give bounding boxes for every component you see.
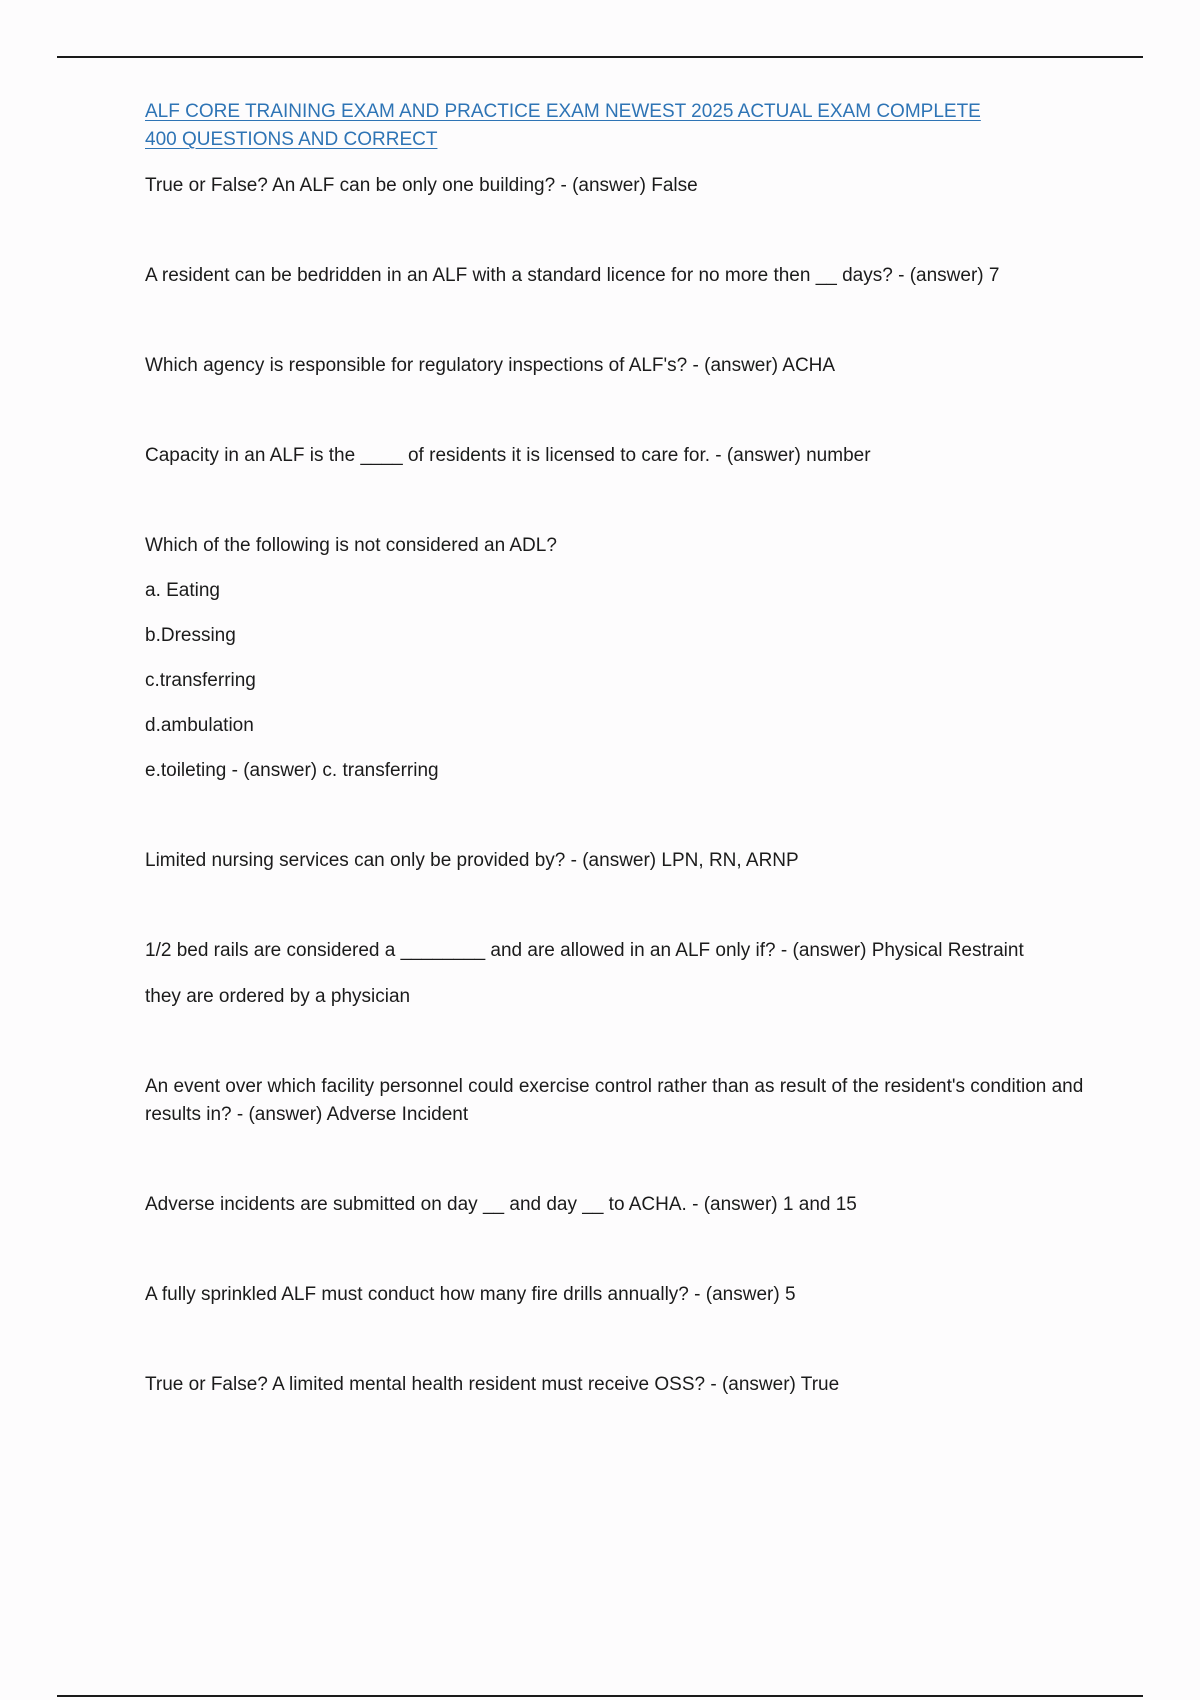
qa-item-6 (145, 847, 1105, 875)
question-text: A resident can be bedridden in an ALF with a standard licence for no more then __ days? - (145, 265, 905, 286)
answer-continued: they are ordered by a physician (145, 986, 411, 1007)
qa-item-3 (145, 352, 1105, 380)
answer-text: 7 (988, 265, 1000, 286)
qa-item-1 (145, 172, 1105, 200)
question-text: An event over which facility personnel could exercise control rather than as result of the resident's condition and results in? - (145, 1076, 1084, 1125)
document-body (145, 98, 1105, 1399)
question-text: True or False? An ALF can be only one building? - (145, 175, 567, 196)
qa-item-4 (145, 442, 1105, 470)
option-e-with-answer (145, 757, 1105, 785)
qa-item-2 (145, 262, 1105, 290)
question-text: A fully sprinkled ALF must conduct how many fire drills annually? - (145, 1284, 701, 1305)
question-text: Which of the following is not considered an ADL? (145, 535, 557, 556)
option-c: c.transferring (145, 670, 256, 691)
option-a: a. Eating (145, 580, 220, 601)
answer-label: (answer) (705, 1284, 780, 1305)
option-b: b.Dressing (145, 625, 236, 646)
answer-text: False (651, 175, 698, 196)
answer-text: LPN, RN, ARNP (661, 850, 799, 871)
answer-label: (answer) (721, 1374, 796, 1395)
answer-label: (answer) (792, 940, 867, 961)
answer-label: (answer) (572, 175, 646, 196)
answer-text: 5 (784, 1284, 796, 1305)
qa-item-5 (145, 532, 1105, 785)
answer-text: Physical Restraint (871, 940, 1024, 961)
answer-text: number (806, 445, 871, 466)
answer-label: (answer) (703, 1194, 778, 1215)
answer-text: Adverse Incident (326, 1104, 469, 1125)
answer-label: (answer) (582, 850, 657, 871)
question-text: Which agency is responsible for regulatory inspections of ALF's? - (145, 355, 699, 376)
question-text: Capacity in an ALF is the ____ of residents it is licensed to care for. - (145, 445, 722, 466)
qa-item-10 (145, 1281, 1105, 1309)
qa-item-11 (145, 1371, 1105, 1399)
header-rule (57, 56, 1143, 58)
answer-text: True (800, 1374, 840, 1395)
qa-item-9 (145, 1191, 1105, 1219)
question-text: True or False? A limited mental health resident must receive OSS? - (145, 1374, 717, 1395)
option-d: d.ambulation (145, 715, 254, 736)
answer-label: (answer) (704, 355, 779, 376)
answer-text: 1 and 15 (782, 1194, 857, 1215)
qa-item-8 (145, 1073, 1105, 1129)
document-title-link[interactable]: ALF CORE TRAINING EXAM AND PRACTICE EXAM NEWEST 2025 ACTUAL EXAM COMPLETE 400 QUESTIONS AND CORRECT (145, 101, 981, 150)
answer-text: ACHA (782, 355, 836, 376)
answer-label: (answer) (726, 445, 801, 466)
answer-label: (answer) (909, 265, 984, 286)
question-text: Adverse incidents are submitted on day __ and day __ to ACHA. - (145, 1194, 699, 1215)
qa-item-7 (145, 937, 1105, 1011)
footer-rule (57, 1695, 1143, 1697)
answer-text: c. transferring (322, 760, 439, 781)
answer-label: (answer) (248, 1104, 323, 1125)
question-text: Limited nursing services can only be provided by? - (145, 850, 577, 871)
option-e: e.toileting - (145, 760, 238, 781)
question-text: 1/2 bed rails are considered a ________ and are allowed in an ALF only if? - (145, 940, 788, 961)
answer-label: (answer) (243, 760, 318, 781)
